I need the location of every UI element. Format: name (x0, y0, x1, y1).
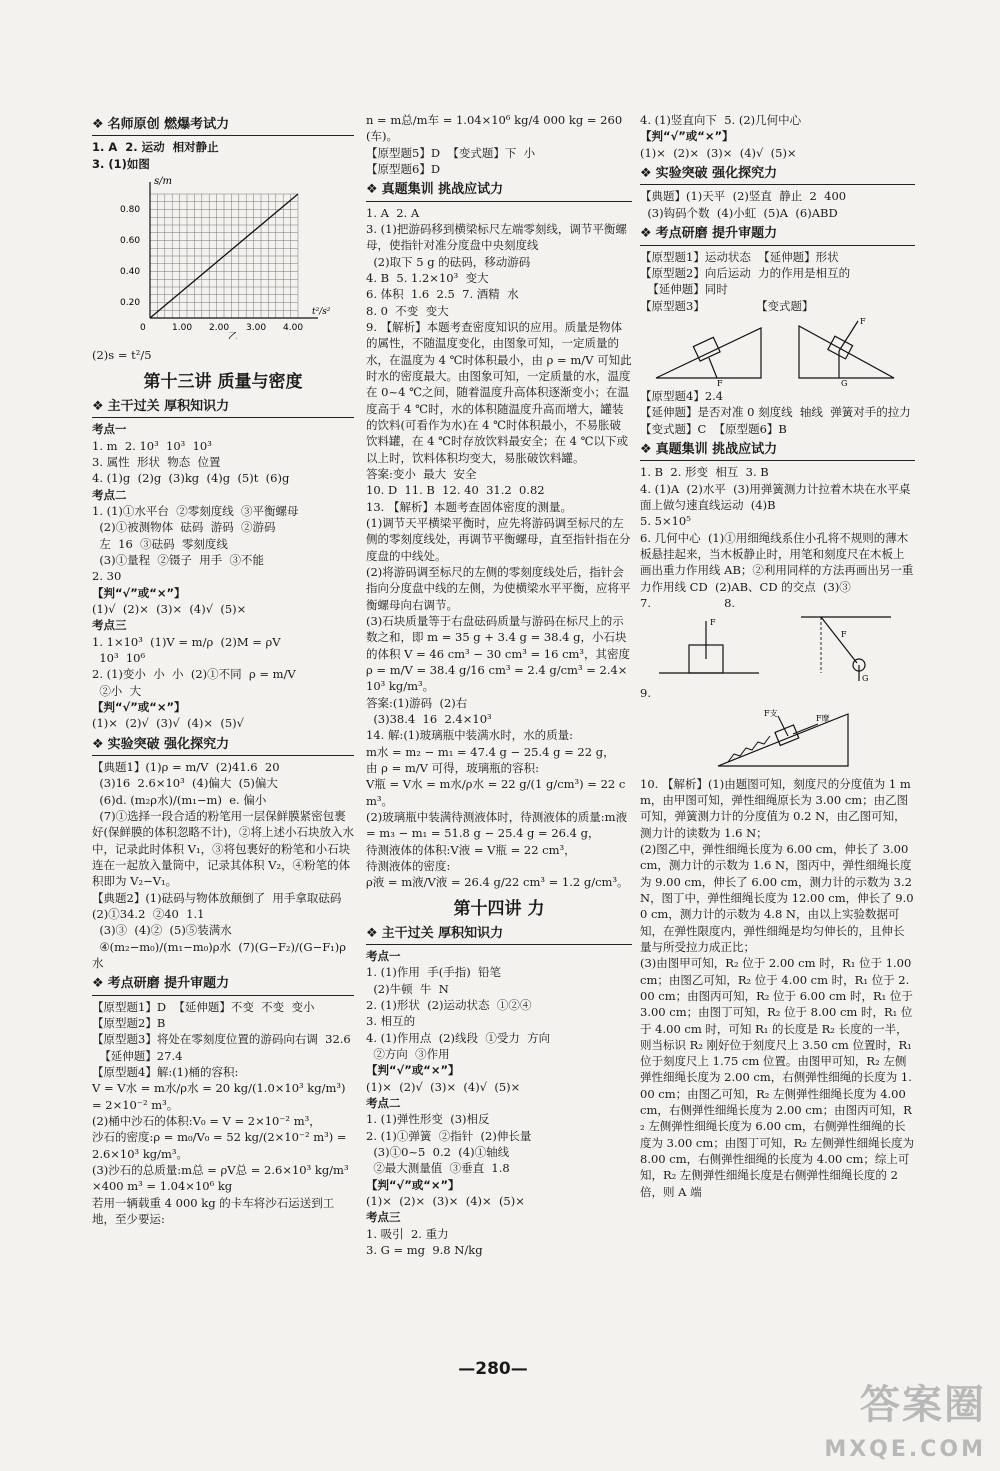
answer-line: 10. D 11. B 12. 40 31.2 0.82 (366, 483, 545, 498)
section-header (640, 441, 915, 461)
answer-line: (3)由图甲可知，R₂ 位于 2.00 cm 时，R₁ 位于 1.00 cm；由图乙可知，R₂ 位于 4.00 cm 时，R₁ 位于 2.00 cm；由图丙可知，R₂ 位于 6.00 cm 时，R₁ 位于 3.00 cm；由图丁可知，R₂ 位于 8.00 cm 时，R₁ 位于 4.00 cm 时，可知 R₁ 的长度是 R₂ 长度的一半，则当标识 R₂ 刚好位于刻度尺上 3.50 cm 位置时，R₁ 位于刻度尺上 1.75 cm 位置。由图甲可知，R₂ 左侧弹性细绳长度为 2.00 cm，右侧弹性细绳的长度为 1.00 cm；由图乙可知，R₂ 左侧弹性细绳长度为 4.00 cm，右侧弹性细绳长度为 2.00 cm；由图丙可知，R₂ 左侧弹性细绳长度为 6.00 cm，右侧弹性细绳的长度为 3.00 cm；由图丁可知，R₂ 左侧弹性细绳长度为 8.00 cm，右侧弹性细绳的长度为 4.00 cm；综上可知，R₂ 左侧弹性细绳长度是右侧弹性细绳长度的 2 倍，则 A 端 (640, 956, 918, 1199)
answer-line: 沙石的密度:ρ = m₀/V₀ = 52 kg/(2×10⁻² m³) = 2.6×10³ kg/m³。 (92, 1130, 351, 1161)
col3-block-d (640, 776, 918, 1201)
answer-line: 答案:变小 最大 安全 (366, 467, 477, 482)
answer-line: n = m总/m车 = 1.04×10⁶ kg/4 000 kg = 260(车)。 (366, 113, 623, 144)
answer-line: ②方向 ③作用 (366, 1047, 450, 1062)
answer-line: 【原型题3】将处在零刻度位置的游码向右调 32.6 (92, 1032, 351, 1047)
answer-line: (6)d. (m₂ρ水)/(m₁−m) e. 偏小 (92, 792, 267, 807)
answer-line: 由 ρ = m/V 可得，玻璃瓶的容积: (366, 760, 539, 775)
diamond-icon: ❖ (92, 736, 104, 752)
answer-heading: 【判“√”或“×”】 (92, 699, 186, 714)
section-header-text: 考点研磨 提升审题力 (107, 976, 230, 992)
answer-line: (2)①被测物体 砝码 游码 ②游码 (92, 520, 276, 535)
answer-line: 9. (640, 686, 651, 701)
tick-x-3: 3.00 (246, 323, 267, 334)
section-header (640, 165, 915, 185)
tick-x-0: 0 (140, 323, 146, 334)
section-header-text: 考点研磨 提升审题力 (655, 226, 778, 242)
answer-line: 3. 属性 形状 物态 位置 (92, 455, 221, 469)
answer-line: 【原型题4】2.4 (640, 388, 724, 403)
answer-line: 【原型题5】D 【变式题】下 小 (366, 145, 536, 160)
answer-line: 4. (1)g (2)g (3)kg (4)g (5)t (6)g (92, 471, 290, 486)
answer-line: 1. (1)①水平台 ②零刻度线 ③平衡螺母 (92, 503, 299, 518)
answer-line: (3)钩码个数 (4)小虹 (5)A (6)ABD (640, 205, 838, 220)
answer-line: (2)桶中沙石的体积:V₀ = V = 2×10⁻² m³， (92, 1114, 321, 1129)
answer-line: 10³ 10⁶ (92, 650, 146, 665)
answer-heading: 【判“√”或“×”】 (366, 1063, 460, 1078)
section-header (640, 225, 915, 245)
answer-line: 【原型题2】向后运动 力的作用是相互的 (640, 265, 851, 280)
col1-body (92, 347, 354, 1227)
answer-line: 若用一辆载重 4 000 kg 的卡车将沙石运送到工地，至少要运: (92, 1195, 335, 1227)
answer-line: 9. 【解析】本题考查密度知识的应用。质量是物体的属性，不随温度变化，由图象可知，一定质量的水，在温度为 4 ℃时体积最小，由 ρ = m/V 可知此时水的密度最大。由图象可知，一定质量的水，温度在 0~4 ℃之间，随着温度升高体积逐渐变小；在温度高于 4 ℃时，水的体积随温度升高而增大，罐装的饮料(可看作为水)在 4 ℃时体积最小，不易胀破饮料罐，在 4 ℃时存放饮料最安全；在 4 ℃以下或以上时，饮料体积均变大，易胀破饮料罐。 (366, 320, 632, 465)
answer-line: 1. A 2. A (366, 205, 420, 220)
col1-top-block (92, 116, 354, 172)
tick-y-1: 0.60 (120, 236, 141, 247)
section-header (92, 116, 354, 136)
tick-y-3: 0.20 (120, 298, 141, 309)
answer-heading: 3. (1)如图 (92, 156, 150, 171)
answer-line: ρ液 = m液/V液 = 26.4 g/22 cm³ = 1.2 g/cm³。 (366, 875, 629, 890)
answer-line: 7. 8. (640, 595, 736, 610)
answer-line: (3)沙石的总质量:m总 = ρV总 = 2.6×10³ kg/m³×400 m³ = 1.04×10⁶ kg (92, 1163, 349, 1194)
answer-line: 【延伸题】是否对准 0 刻度线 轴线 弹簧对手的拉力 (640, 405, 911, 420)
incline-figure-2 (794, 316, 904, 386)
answer-line: 5. 5×10⁵ (640, 514, 691, 529)
answer-line: 【变式题】C 【原型题6】B (640, 421, 787, 436)
diamond-icon: ❖ (92, 117, 104, 132)
answer-line: 【延伸题】27.4 (92, 1048, 183, 1063)
answer-line: 1. (1)弹性形变 (3)相反 (366, 1112, 490, 1127)
answer-heading: 【判“√”或“×”】 (640, 129, 734, 144)
answer-line: 【原型题1】运动状态 【延伸题】形状 (640, 249, 839, 264)
y-axis-label: s/m (154, 176, 172, 188)
section-header-text: 主干过关 厚积知识力 (107, 398, 230, 414)
force-label-f1: F (717, 378, 723, 386)
answer-line: (1)× (2)√ (3)× (4)√ (5)× (366, 1079, 521, 1094)
force-label-f2: F (859, 316, 866, 326)
section-header (92, 736, 354, 756)
answer-line: 13. 【解析】本题考查固体密度的测量。 (366, 499, 572, 514)
section-header (366, 181, 632, 201)
answer-line: 【原型题1】D 【延伸题】不变 不变 变小 (92, 999, 315, 1014)
answer-line: (2)s = t²/5 (92, 348, 152, 363)
answer-line: (2)图乙中，弹性细绳长度为 6.00 cm，伸长了 3.00 cm，测力计的示数为 1.6 N，图丙中，弹性细绳长度为 9.00 cm，伸长了 6.00 cm，测力计的示数为 3.2 N，图丁中，弹性细绳长度为 12.00 cm，伸长了 9.00 cm，测力计的示数为 4.8 N，由以上实验数据可知，在弹性限度内，弹性细绳是均匀伸长的，且伸长量与所受拉力成正比； (640, 841, 916, 954)
answer-line: 待测液体的密度: (366, 858, 451, 873)
answer-line: V = V水 = m水/ρ水 = 20 kg/(1.0×10³ kg/m³) = 2×10⁻² m³。 (92, 1081, 350, 1112)
answer-line: 4. (1)作用点 (2)线段 ①受力 方向 (366, 1030, 551, 1045)
answer-line: 2. (1)形状 (2)运动状态 ①②④ (366, 998, 532, 1013)
col3-block-a (640, 112, 915, 314)
answer-heading: 考点三 (92, 618, 127, 633)
figure-8 (791, 613, 901, 683)
column-1 (92, 112, 354, 1227)
answer-heading: 考点二 (366, 1096, 401, 1111)
answer-line: 3. (1)把游码移到横梁标尺左端零刻线，调节平衡螺母，使指针对准分度盘中央刻度线 (366, 222, 627, 253)
diamond-icon: ❖ (92, 398, 104, 414)
answer-line: (7)①选择一段合适的粉笔用一层保鲜膜紧密包裹好(保鲜膜的体积忽略不计)，②将上述小石块放入水中，记录此时体积 V₁，③将包裹好的粉笔和小石块连在一起放入量筒中，记录其体积 V₂，④粉笔的体积即为 V₂−V₁。 (92, 809, 354, 889)
answer-line: (1)× (2)√ (3)√ (4)× (5)√ (92, 716, 244, 731)
answer-line: 答案:(1)游码 (2)右 (366, 695, 468, 710)
section-header (366, 925, 632, 945)
answer-line: ②小 大 (92, 683, 142, 698)
column-3 (640, 112, 918, 1200)
answer-line: 4. (1)竖直向下 5. (2)几何中心 (640, 113, 802, 127)
answer-line: ④(m₂−m₀)/(m₁−m₀)ρ水 (7)(G−F₂)/(G−F₁)ρ水 (92, 939, 347, 970)
friction-label: F摩 (815, 713, 830, 723)
tick-x-1: 1.00 (172, 323, 193, 334)
answer-line: 1. B 2. 形变 相互 3. B (640, 465, 769, 480)
answer-line: 【原型题3】 【变式题】 (640, 298, 814, 313)
answer-line: 【典题】(1)天平 (2)竖直 静止 2 400 (640, 189, 847, 204)
answer-line: 6. 体积 1.6 2.5 7. 酒精 水 (366, 287, 519, 302)
answer-line: 3. G = mg 9.8 N/kg (366, 1243, 483, 1258)
lecture-title: 第十三讲 质量与密度 (143, 371, 303, 392)
tick-y-2: 0.40 (120, 267, 141, 278)
answer-line: m水 = m₂ − m₁ = 47.4 g − 25.4 g = 22 g， (366, 744, 615, 759)
diamond-icon: ❖ (640, 226, 652, 242)
force-label-f8: F (841, 630, 847, 640)
answer-line: 1. (1)作用 手(手指) 铅笔 (366, 965, 502, 980)
diamond-icon: ❖ (366, 925, 378, 941)
diamond-icon: ❖ (640, 441, 652, 457)
x-axis-label: t²/s² (312, 307, 330, 318)
tick-x-4: 4.00 (283, 323, 304, 334)
answer-line: ②最大测量值 ③垂直 1.8 (366, 1161, 510, 1176)
answer-line: 3. 相互的 (366, 1014, 416, 1029)
s-t2-graph (100, 174, 330, 339)
column-2 (366, 112, 632, 1258)
diamond-icon: ❖ (640, 165, 652, 181)
answer-line: 【原型题6】D (366, 161, 441, 176)
answer-line: (1)× (2)× (3)× (4)× (5)× (366, 1194, 525, 1209)
gravity-label-g2: G (840, 378, 848, 386)
answer-heading: 考点一 (366, 949, 401, 964)
section-header-text: 真题集训 挑战应试力 (381, 182, 504, 198)
answer-line: 10. 【解析】(1)由题图可知，刻度尺的分度值为 1 mm，由甲图可知，弹性细绳原长为 3.00 cm；由乙图可知，弹簧测力计的分度值为 0.2 N，由乙图可知，测力计的读数为 1.6 N； (640, 776, 911, 840)
answer-line: (2)将游码调至标尺的左侧的零刻度线处后，指针会指向分度盘中线的左侧，为使横梁水平平衡，应将平衡螺母向右调节。 (366, 564, 631, 612)
section-header-text: 名师原创 燃爆考试力 (107, 117, 230, 132)
answer-heading: 考点三 (366, 1210, 401, 1225)
answer-line: (3)16 2.6×10³ (4)偏大 (5)偏大 (92, 776, 278, 791)
answer-line: (3)①量程 ②镊子 用手 ③不能 (92, 552, 265, 567)
answer-line: 4. B 5. 1.2×10³ 变大 (366, 271, 489, 286)
col3-block-c (640, 685, 915, 701)
incline-figures (640, 316, 915, 386)
answer-line: 1. 1×10³ (1)V = m/ρ (2)M = ρV (92, 634, 281, 649)
incline-spring-figure (698, 704, 858, 774)
answer-line: (1)调节天平横梁平衡时，应先将游码调至标尺的左侧的零刻度线处，再调节平衡螺母，直至指针指在分度盘的中线处。 (366, 516, 631, 563)
graph-caption: 乙 (228, 332, 238, 340)
section-header-text: 主干过关 厚积知识力 (381, 925, 504, 941)
answer-line: (3)①0~5 0.2 (4)①轴线 (366, 1145, 510, 1160)
diamond-icon: ❖ (366, 182, 378, 198)
answer-line: 【典题2】(1)砝码与物体放颠倒了 用手拿取砝码 (2)①34.2 ②40 1.1 (92, 890, 349, 921)
answer-line: (3)38.4 16 2.4×10³ (366, 711, 492, 726)
lecture-title: 第十四讲 力 (453, 898, 545, 919)
answer-line: (3)③ (4)② (5)⑤装满水 (92, 923, 232, 938)
answer-line: (2)取下 5 g 的砝码，移动游码 (366, 254, 531, 269)
figure-7 (654, 613, 764, 683)
answer-heading: 考点一 (92, 422, 127, 437)
answer-line: 2. 30 (92, 569, 122, 584)
watermark-domain: MXQE.COM (824, 1436, 986, 1462)
watermark-logo-text: 答案圈 (860, 1381, 986, 1428)
section-header (92, 398, 354, 418)
answer-line: 【典题1】(1)ρ = m/V (2)41.6 20 (92, 760, 280, 775)
answer-line: 4. (1)A (2)水平 (3)用弹簧测力计拉着木块在水平桌面上做匀速直线运动 (4)B (640, 481, 911, 512)
answer-line: 6. 几何中心 (1)①用细绳线系住小孔将不规则的薄木板悬挂起来，当木板静止时，用笔和刻度尺在木板上画出重力作用线 AB；②利用同样的方法再画出另一重力作用线 CD (2)AB、CD 的交点 (3)③ (640, 530, 914, 594)
answer-line: 8. 0 不变 变大 (366, 303, 449, 318)
support-label: F支 (763, 708, 778, 718)
section-header-text: 真题集训 挑战应试力 (655, 441, 778, 457)
incline-figure-1 (651, 316, 771, 386)
answer-line: 【原型题2】B (92, 1016, 166, 1031)
answer-line: (2)玻璃瓶中装满待测液体时，待测液体的质量:m液 = m₃ − m₁ = 51.8 g − 25.4 g = 26.4 g， (366, 809, 631, 841)
answer-heading: 考点二 (92, 487, 127, 502)
col3-block-b (640, 388, 915, 611)
answer-line: 【延伸题】同时 (640, 282, 728, 297)
answer-line: 1. m 2. 10³ 10³ 10³ (92, 438, 212, 453)
section-header (92, 975, 354, 995)
answer-line: 1. 吸引 2. 重力 (366, 1226, 449, 1241)
answer-line: (2)牛顿 牛 N (366, 981, 449, 996)
answer-line: 2. (1)①弹簧 ②指针 (2)伸长量 (366, 1128, 532, 1143)
answer-heading: 1. A 2. 运动 相对静止 (92, 140, 219, 155)
section-header-text: 实验突破 强化探究力 (107, 736, 230, 752)
answer-line: 2. (1)变小 小 小 (2)①不同 ρ = m/V (92, 667, 296, 682)
answer-line: 待测液体的体积:V液 = V瓶 = 22 cm³， (366, 842, 576, 857)
answer-line: 14. 解:(1)玻璃瓶中装满水时，水的质量: (366, 728, 573, 743)
answer-line: (1)√ (2)× (3)× (4)√ (5)× (92, 601, 247, 616)
answer-line: 【原型题4】解:(1)桶的容积: (92, 1065, 239, 1080)
force-figures-7-8 (640, 613, 915, 683)
answer-line: V瓶 = V水 = m水/ρ水 = 22 g/(1 g/cm³) = 22 cm³。 (366, 777, 626, 808)
answer-heading: 【判“√”或“×”】 (92, 585, 186, 600)
answer-line: (1)× (2)× (3)× (4)√ (5)× (640, 145, 797, 160)
answer-heading: 【判“√”或“×”】 (366, 1177, 460, 1192)
page-number: —280— (458, 1359, 528, 1379)
answer-line: (3)石块质量等于右盘砝码质量与游码在标尺上的示数之和，即 m = 35 g + 3.4 g = 38.4 g，小石块的体积 V = 46 cm³ − 30 cm³ = 16 cm³，其密度 ρ = m/V = 38.4 g/16 cm³ = 2.4 g/cm³ = 2.4×10³ kg/m³。 (366, 613, 634, 694)
force-label-f7: F (709, 618, 716, 628)
tick-y-0: 0.80 (120, 205, 141, 216)
gravity-label-g8: G (862, 674, 869, 684)
section-header-text: 实验突破 强化探究力 (655, 165, 778, 181)
tick-x-2: 2.00 (209, 323, 230, 334)
watermark (824, 1377, 986, 1465)
figure-9 (640, 704, 915, 774)
answer-line: 左 16 ③砝码 零刻度线 (92, 536, 228, 551)
diamond-icon: ❖ (92, 976, 104, 992)
